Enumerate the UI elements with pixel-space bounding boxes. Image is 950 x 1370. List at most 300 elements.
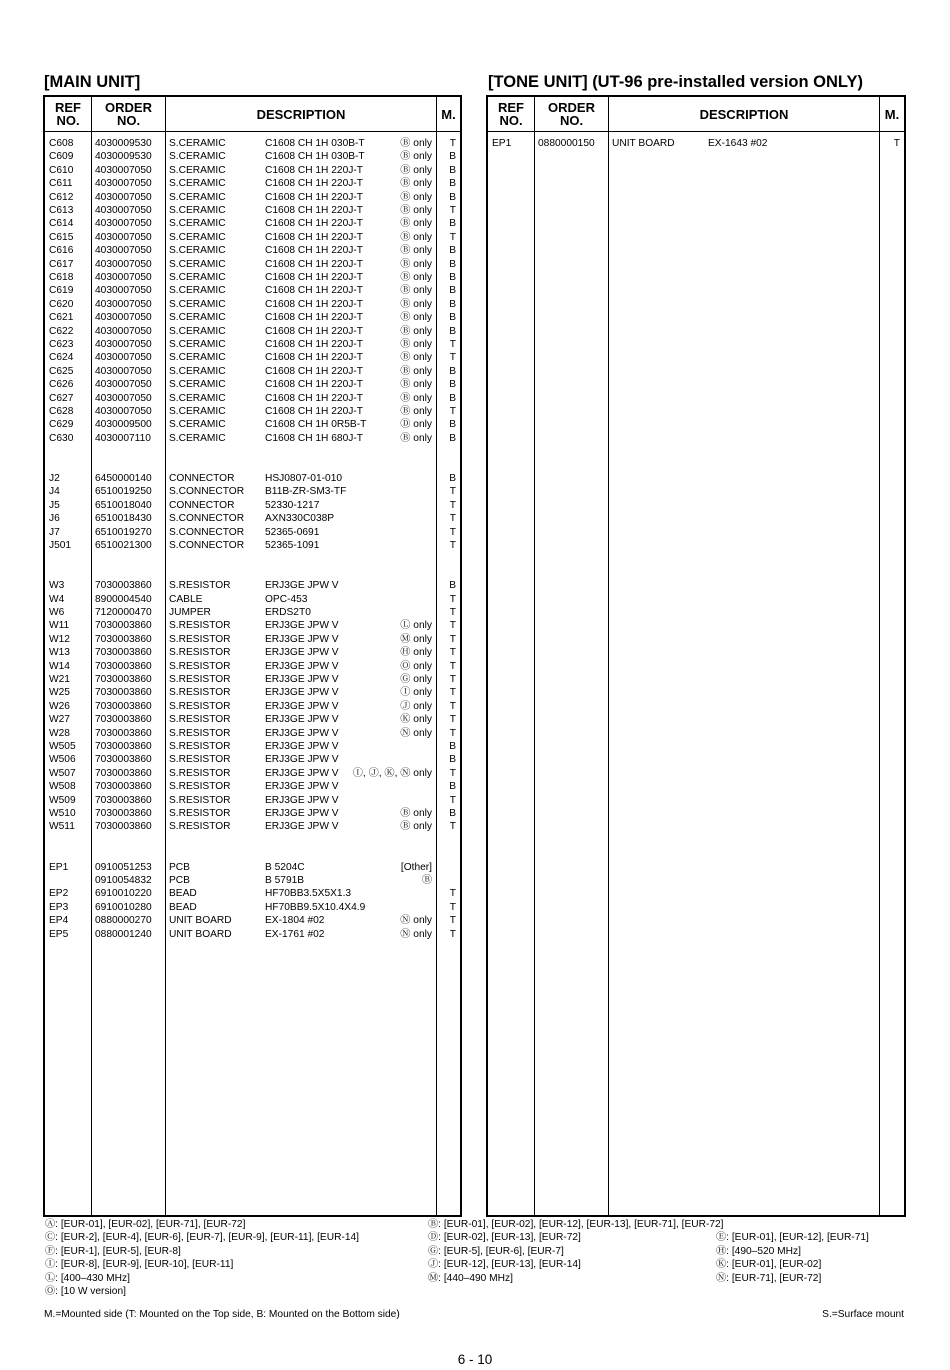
order-no: 7030003860 — [95, 808, 152, 819]
part-value: C1608 CH 1H 220J-T — [265, 392, 363, 404]
variant-note: Ⓑ only — [400, 191, 432, 203]
order-no: 6510021300 — [95, 540, 152, 551]
table-row — [45, 365, 460, 378]
part-type: S.RESISTOR — [169, 714, 231, 726]
table-row — [45, 432, 460, 445]
ref-no-header: REF NO. — [498, 100, 524, 128]
order-no: 6910010280 — [95, 901, 152, 913]
mounted-side: B — [449, 151, 456, 163]
table-row — [45, 780, 460, 793]
order-no: 4030007050 — [95, 191, 152, 203]
order-no: 4030007110 — [95, 432, 151, 444]
table-row — [45, 485, 460, 498]
part-value: EX-1761 #02 — [265, 928, 325, 940]
ref-no: W26 — [49, 700, 70, 712]
main-unit-header — [45, 97, 460, 132]
part-type: CONNECTOR — [169, 499, 235, 511]
table-row — [45, 901, 460, 914]
part-type: UNIT BOARD — [169, 915, 232, 927]
mounted-side: T — [449, 928, 456, 940]
mounted-side: T — [449, 647, 456, 659]
part-value: B 5204C — [265, 861, 305, 873]
table-row — [45, 204, 460, 217]
ref-no: W27 — [49, 714, 70, 726]
ref-no: W506 — [49, 754, 76, 766]
part-type: S.RESISTOR — [169, 674, 231, 685]
part-value: C1608 CH 1H 0R5B-T — [265, 419, 367, 431]
order-no: 4030007050 — [95, 352, 152, 364]
ref-no: EP1 — [492, 138, 512, 149]
ref-no: C612 — [49, 191, 74, 203]
part-value: 52365-0691 — [265, 526, 320, 538]
part-type: S.RESISTOR — [169, 781, 231, 793]
variant-note: Ⓑ only — [400, 231, 432, 243]
order-no: 7030003860 — [95, 633, 152, 645]
part-value: ERJ3GE JPW V — [265, 620, 339, 632]
ref-no: J6 — [49, 513, 60, 525]
table-row — [45, 298, 460, 311]
mounted-side: T — [449, 620, 456, 632]
ref-no: C617 — [49, 258, 74, 270]
legend-entry: Ⓖ: [EUR-5], [EUR-6], [EUR-7] — [428, 1245, 564, 1257]
variant-note: Ⓑ only — [400, 312, 432, 324]
part-value: ERJ3GE JPW V — [265, 647, 339, 659]
part-type: S.RESISTOR — [169, 741, 231, 752]
variant-note: [Other] — [400, 861, 432, 873]
order-no: 4030007050 — [95, 298, 152, 310]
part-type: S.CERAMIC — [169, 138, 226, 149]
mounted-side: B — [449, 365, 456, 377]
part-type: PCB — [169, 875, 190, 886]
mounted-side: T — [449, 821, 456, 833]
variant-note: Ⓑ only — [400, 151, 432, 163]
order-no: 4030007050 — [95, 245, 152, 257]
order-no: 6910010220 — [95, 888, 152, 900]
part-type: CABLE — [169, 593, 203, 605]
variant-note: Ⓙ only — [400, 700, 432, 712]
part-type: UNIT BOARD — [612, 138, 675, 149]
mounted-side: B — [449, 419, 456, 431]
mounted-side: B — [449, 285, 456, 297]
ref-no: EP3 — [49, 901, 69, 913]
ref-no: C628 — [49, 406, 74, 417]
part-type: S.CERAMIC — [169, 325, 226, 337]
table-row — [45, 874, 460, 887]
part-value: C1608 CH 1H 220J-T — [265, 218, 363, 230]
part-type: UNIT BOARD — [169, 928, 232, 940]
ref-no: W507 — [49, 767, 76, 779]
ref-no: EP4 — [49, 915, 69, 927]
mounted-side: T — [449, 674, 456, 685]
part-type: S.CERAMIC — [169, 245, 226, 257]
mounted-header: M. — [441, 106, 456, 122]
variant-note: Ⓑ only — [400, 365, 432, 377]
part-value: ERJ3GE JPW V — [265, 687, 339, 699]
order-no: 4030007050 — [95, 218, 152, 230]
ref-no: W13 — [49, 647, 70, 659]
order-no: 7030003860 — [95, 620, 152, 632]
mounted-side: T — [449, 352, 456, 364]
table-row — [45, 552, 460, 565]
ref-no: C626 — [49, 379, 74, 391]
mounted-side-note: M.=Mounted side (T: Mounted on the Top side, B: Mounted on the Bottom side) — [44, 1309, 400, 1320]
part-value: HF70BB3.5X5X1.3 — [265, 888, 352, 900]
mounted-side: B — [449, 432, 456, 444]
table-row — [45, 727, 460, 740]
ref-no: J7 — [49, 526, 60, 538]
legend-entry: Ⓙ: [EUR-12], [EUR-13], [EUR-14] — [428, 1259, 581, 1271]
mounted-side: T — [449, 593, 456, 605]
legend-entry: Ⓑ: [EUR-01], [EUR-02], [EUR-12], [EUR-13], [EUR-71], [EUR-72] — [428, 1219, 724, 1230]
variant-note: Ⓑ only — [400, 285, 432, 297]
variant-note: Ⓓ only — [400, 419, 432, 431]
ref-no: C629 — [49, 419, 74, 431]
order-no: 6510019250 — [95, 486, 152, 498]
ref-no: C620 — [49, 298, 74, 310]
part-value: B 5791B — [265, 875, 305, 886]
variant-note: Ⓑ only — [400, 339, 432, 350]
legend-entry: Ⓘ: [EUR-8], [EUR-9], [EUR-10], [EUR-11] — [45, 1259, 234, 1271]
part-type: CONNECTOR — [169, 473, 235, 484]
description-header: DESCRIPTION — [699, 106, 789, 122]
part-value: ERJ3GE JPW V — [265, 580, 339, 592]
mounted-side: T — [449, 915, 456, 927]
ref-no: W508 — [49, 781, 76, 793]
table-row — [45, 526, 460, 539]
mounted-side: B — [449, 178, 456, 190]
variant-note: Ⓗ only — [400, 647, 432, 659]
table-row — [45, 177, 460, 190]
part-type: S.CERAMIC — [169, 191, 226, 203]
part-type: S.CERAMIC — [169, 298, 226, 310]
part-type: S.CERAMIC — [169, 419, 226, 431]
order-no: 7030003860 — [95, 580, 152, 592]
order-no: 8900004540 — [95, 593, 152, 605]
variant-note: Ⓚ only — [400, 714, 432, 726]
table-row — [45, 351, 460, 364]
mounted-side: T — [449, 499, 456, 511]
part-value: C1608 CH 1H 030B-T — [265, 151, 365, 163]
table-row — [45, 325, 460, 338]
mounted-side: T — [449, 901, 456, 913]
description-header: DESCRIPTION — [256, 106, 346, 122]
mounted-side: T — [449, 486, 456, 498]
part-value: ERJ3GE JPW V — [265, 741, 339, 752]
table-row — [45, 244, 460, 257]
part-value: C1608 CH 1H 680J-T — [265, 432, 363, 444]
mounted-side: B — [449, 164, 456, 176]
part-value: C1608 CH 1H 220J-T — [265, 325, 363, 337]
variant-note: Ⓝ only — [400, 928, 432, 940]
part-value: C1608 CH 1H 220J-T — [265, 339, 363, 350]
part-type: PCB — [169, 861, 190, 873]
part-value: C1608 CH 1H 220J-T — [265, 231, 363, 243]
part-value: HF70BB9.5X10.4X4.9 — [265, 901, 366, 913]
part-type: S.CERAMIC — [169, 285, 226, 297]
order-no: 4030007050 — [95, 178, 152, 190]
ref-no: EP5 — [49, 928, 69, 940]
order-no-header: ORDER NO. — [105, 100, 152, 128]
mounted-side: T — [449, 714, 456, 726]
order-no: 4030007050 — [95, 392, 152, 404]
mounted-side: T — [449, 513, 456, 525]
part-type: S.CONNECTOR — [169, 513, 245, 525]
part-type: S.RESISTOR — [169, 580, 231, 592]
part-value: C1608 CH 1H 220J-T — [265, 245, 363, 257]
order-no: 7030003860 — [95, 741, 152, 752]
order-no: 6510019270 — [95, 526, 152, 538]
ref-no: C615 — [49, 231, 74, 243]
ref-no: EP1 — [49, 861, 69, 873]
variant-note: Ⓜ only — [400, 633, 432, 645]
table-row — [45, 579, 460, 592]
mounted-header: M. — [884, 106, 900, 122]
order-no: 0880000150 — [538, 138, 595, 149]
ref-no: C625 — [49, 365, 74, 377]
table-row — [45, 673, 460, 686]
ref-no: C619 — [49, 285, 74, 297]
legend-entry: Ⓓ: [EUR-02], [EUR-13], [EUR-72] — [428, 1232, 581, 1244]
order-no: 7030003860 — [95, 647, 152, 659]
legend-entry: Ⓔ: [EUR-01], [EUR-12], [EUR-71] — [716, 1232, 869, 1244]
mounted-side: T — [449, 339, 456, 350]
variant-note: Ⓑ only — [400, 258, 432, 270]
part-value: ERJ3GE JPW V — [265, 821, 339, 833]
part-value: ERJ3GE JPW V — [265, 660, 339, 672]
order-no: 4030007050 — [95, 365, 152, 377]
ref-no: C614 — [49, 218, 74, 230]
part-value: C1608 CH 1H 220J-T — [265, 312, 363, 324]
variant-note: Ⓛ only — [400, 620, 432, 632]
tone-unit-title: [TONE UNIT] (UT-96 pre-installed version ONLY) — [488, 73, 863, 91]
mounted-side: B — [449, 298, 456, 310]
legend-entry: Ⓜ: [440–490 MHz] — [428, 1272, 513, 1284]
part-type: S.RESISTOR — [169, 660, 231, 672]
part-type: S.CERAMIC — [169, 379, 226, 391]
order-no: 7120000470 — [95, 607, 152, 618]
legend-entry: Ⓞ: [10 W version] — [45, 1286, 126, 1297]
order-no: 4030009500 — [95, 419, 152, 431]
order-no: 6510018040 — [95, 499, 152, 511]
ref-no: W21 — [49, 674, 70, 685]
mounted-side: B — [449, 781, 456, 793]
table-row — [45, 566, 460, 579]
part-value: ERJ3GE JPW V — [265, 794, 339, 806]
part-value: ERJ3GE JPW V — [265, 781, 339, 793]
order-no: 7030003860 — [95, 767, 152, 779]
table-row — [45, 713, 460, 726]
part-value: 52330-1217 — [265, 499, 320, 511]
part-type: S.RESISTOR — [169, 808, 231, 819]
part-type: S.CERAMIC — [169, 392, 226, 404]
ref-no: J2 — [49, 473, 60, 484]
ref-no: C608 — [49, 138, 74, 149]
ref-no: C609 — [49, 151, 74, 163]
table-row — [45, 847, 460, 860]
mounted-side: T — [449, 700, 456, 712]
order-no: 4030007050 — [95, 339, 152, 350]
part-type: BEAD — [169, 888, 197, 900]
mounted-side: T — [893, 138, 900, 149]
ref-no: W505 — [49, 741, 76, 752]
ref-no: C613 — [49, 205, 74, 216]
part-value: C1608 CH 1H 220J-T — [265, 352, 363, 364]
part-value: ERJ3GE JPW V — [265, 808, 339, 819]
order-no: 0910054832 — [95, 875, 152, 886]
order-no: 0910051253 — [95, 861, 152, 873]
mounted-side: B — [449, 312, 456, 324]
table-row — [45, 445, 460, 458]
order-no: 7030003860 — [95, 660, 152, 672]
order-no: 7030003860 — [95, 754, 152, 766]
part-value: C1608 CH 1H 220J-T — [265, 298, 363, 310]
ref-no: EP2 — [49, 888, 69, 900]
ref-no: C610 — [49, 164, 74, 176]
table-row — [45, 646, 460, 659]
part-value: C1608 CH 1H 220J-T — [265, 379, 363, 391]
order-no: 6510018430 — [95, 513, 152, 525]
mounted-side: B — [449, 245, 456, 257]
part-value: EX-1804 #02 — [265, 915, 325, 927]
part-type: S.RESISTOR — [169, 620, 231, 632]
part-value: HSJ0807-01-010 — [265, 473, 343, 484]
mounted-side: B — [449, 379, 456, 391]
variant-note: Ⓑ only — [400, 205, 432, 216]
ref-no: W4 — [49, 593, 65, 605]
order-no: 4030007050 — [95, 272, 152, 283]
table-row — [45, 418, 460, 431]
legend-entry: Ⓛ: [400–430 MHz] — [45, 1272, 130, 1284]
part-type: S.CERAMIC — [169, 218, 226, 230]
part-value: 52365-1091 — [265, 540, 320, 551]
legend-entry: Ⓝ: [EUR-71], [EUR-72] — [716, 1272, 822, 1284]
table-row — [45, 767, 460, 780]
variant-note: Ⓑ only — [400, 245, 432, 257]
variant-note: Ⓑ only — [400, 352, 432, 364]
mounted-side: B — [449, 325, 456, 337]
ref-no: C624 — [49, 352, 74, 364]
ref-no: C616 — [49, 245, 74, 257]
part-type: S.CERAMIC — [169, 258, 226, 270]
ref-no: W3 — [49, 580, 65, 592]
order-no: 4030007050 — [95, 164, 152, 176]
order-no: 4030007050 — [95, 258, 152, 270]
variant-note: Ⓑ only — [400, 325, 432, 337]
part-value: ERJ3GE JPW V — [265, 674, 339, 685]
table-row — [45, 593, 460, 606]
part-value: ERJ3GE JPW V — [265, 714, 339, 726]
part-value: ERDS2T0 — [265, 607, 311, 618]
legend-entry: Ⓐ: [EUR-01], [EUR-02], [EUR-71], [EUR-72] — [45, 1219, 246, 1230]
variant-note: Ⓑ only — [400, 218, 432, 230]
part-type: S.RESISTOR — [169, 794, 231, 806]
legend-entry: Ⓒ: [EUR-2], [EUR-4], [EUR-6], [EUR-7], [EUR-9], [EUR-11], [EUR-14] — [45, 1232, 359, 1244]
part-value: ERJ3GE JPW V — [265, 700, 339, 712]
part-type: S.CERAMIC — [169, 406, 226, 417]
main-unit-table — [43, 95, 462, 1217]
mounted-side: T — [449, 660, 456, 672]
mounted-side: B — [449, 218, 456, 230]
order-no: 4030007050 — [95, 312, 152, 324]
ref-no: C611 — [49, 178, 73, 190]
mounted-side: T — [449, 138, 456, 149]
order-no: 7030003860 — [95, 687, 152, 699]
table-row — [45, 311, 460, 324]
order-no: 6450000140 — [95, 473, 152, 484]
order-no: 4030007050 — [95, 406, 152, 417]
part-value: C1608 CH 1H 220J-T — [265, 272, 363, 283]
part-value: C1608 CH 1H 220J-T — [265, 285, 363, 297]
table-row — [45, 284, 460, 297]
mounted-side: B — [449, 473, 456, 484]
order-no: 4030007050 — [95, 325, 152, 337]
ref-no: W510 — [49, 808, 76, 819]
mounted-side: T — [449, 767, 456, 779]
ref-no: C630 — [49, 432, 74, 444]
legend-entry: Ⓕ: [EUR-1], [EUR-5], [EUR-8] — [45, 1245, 181, 1257]
variant-note: Ⓑ only — [400, 164, 432, 176]
variant-note: Ⓑ only — [400, 379, 432, 391]
part-type: S.CERAMIC — [169, 352, 226, 364]
part-type: S.CERAMIC — [169, 432, 226, 444]
variant-note: Ⓑ only — [400, 432, 432, 444]
part-type: S.RESISTOR — [169, 767, 231, 779]
mounted-side: T — [449, 406, 456, 417]
variant-note: Ⓑ only — [400, 178, 432, 190]
legend-entry: Ⓚ: [EUR-01], [EUR-02] — [716, 1259, 822, 1271]
order-no: 4030009530 — [95, 138, 152, 149]
mounted-side: B — [449, 392, 456, 404]
part-type: S.RESISTOR — [169, 821, 231, 833]
table-row — [45, 660, 460, 673]
tone-unit-header — [488, 97, 904, 132]
table-row — [45, 914, 460, 927]
mounted-side: T — [449, 607, 456, 618]
table-row — [45, 271, 460, 284]
order-no: 7030003860 — [95, 674, 152, 685]
part-type: S.CERAMIC — [169, 312, 226, 324]
table-row — [45, 820, 460, 833]
table-row — [45, 137, 460, 150]
part-type: S.CERAMIC — [169, 151, 226, 163]
part-value: ERJ3GE JPW V — [265, 767, 339, 779]
main-unit-title: [MAIN UNIT] — [44, 73, 141, 91]
ref-no: W28 — [49, 727, 70, 739]
part-value: ERJ3GE JPW V — [265, 754, 339, 766]
tone-unit-table — [486, 95, 906, 1217]
table-row — [45, 258, 460, 271]
variant-note: Ⓖ only — [400, 674, 432, 685]
part-value: B11B-ZR-SM3-TF — [265, 486, 347, 498]
page-number: 6 - 10 — [457, 1352, 493, 1367]
mounted-side: T — [449, 727, 456, 739]
part-type: S.CERAMIC — [169, 272, 226, 283]
variant-note: Ⓞ only — [400, 660, 432, 672]
part-value: C1608 CH 1H 220J-T — [265, 178, 363, 190]
mounted-side: T — [449, 231, 456, 243]
table-row — [45, 539, 460, 552]
ref-no: W12 — [49, 633, 70, 645]
part-type: S.RESISTOR — [169, 687, 231, 699]
part-type: S.CERAMIC — [169, 339, 226, 350]
table-row — [45, 633, 460, 646]
part-type: S.CONNECTOR — [169, 486, 245, 498]
order-no: 0880000270 — [95, 915, 152, 927]
order-no: 4030009530 — [95, 151, 152, 163]
ref-no: J5 — [49, 499, 60, 511]
order-no: 7030003860 — [95, 821, 152, 833]
ref-no: J4 — [49, 486, 60, 498]
